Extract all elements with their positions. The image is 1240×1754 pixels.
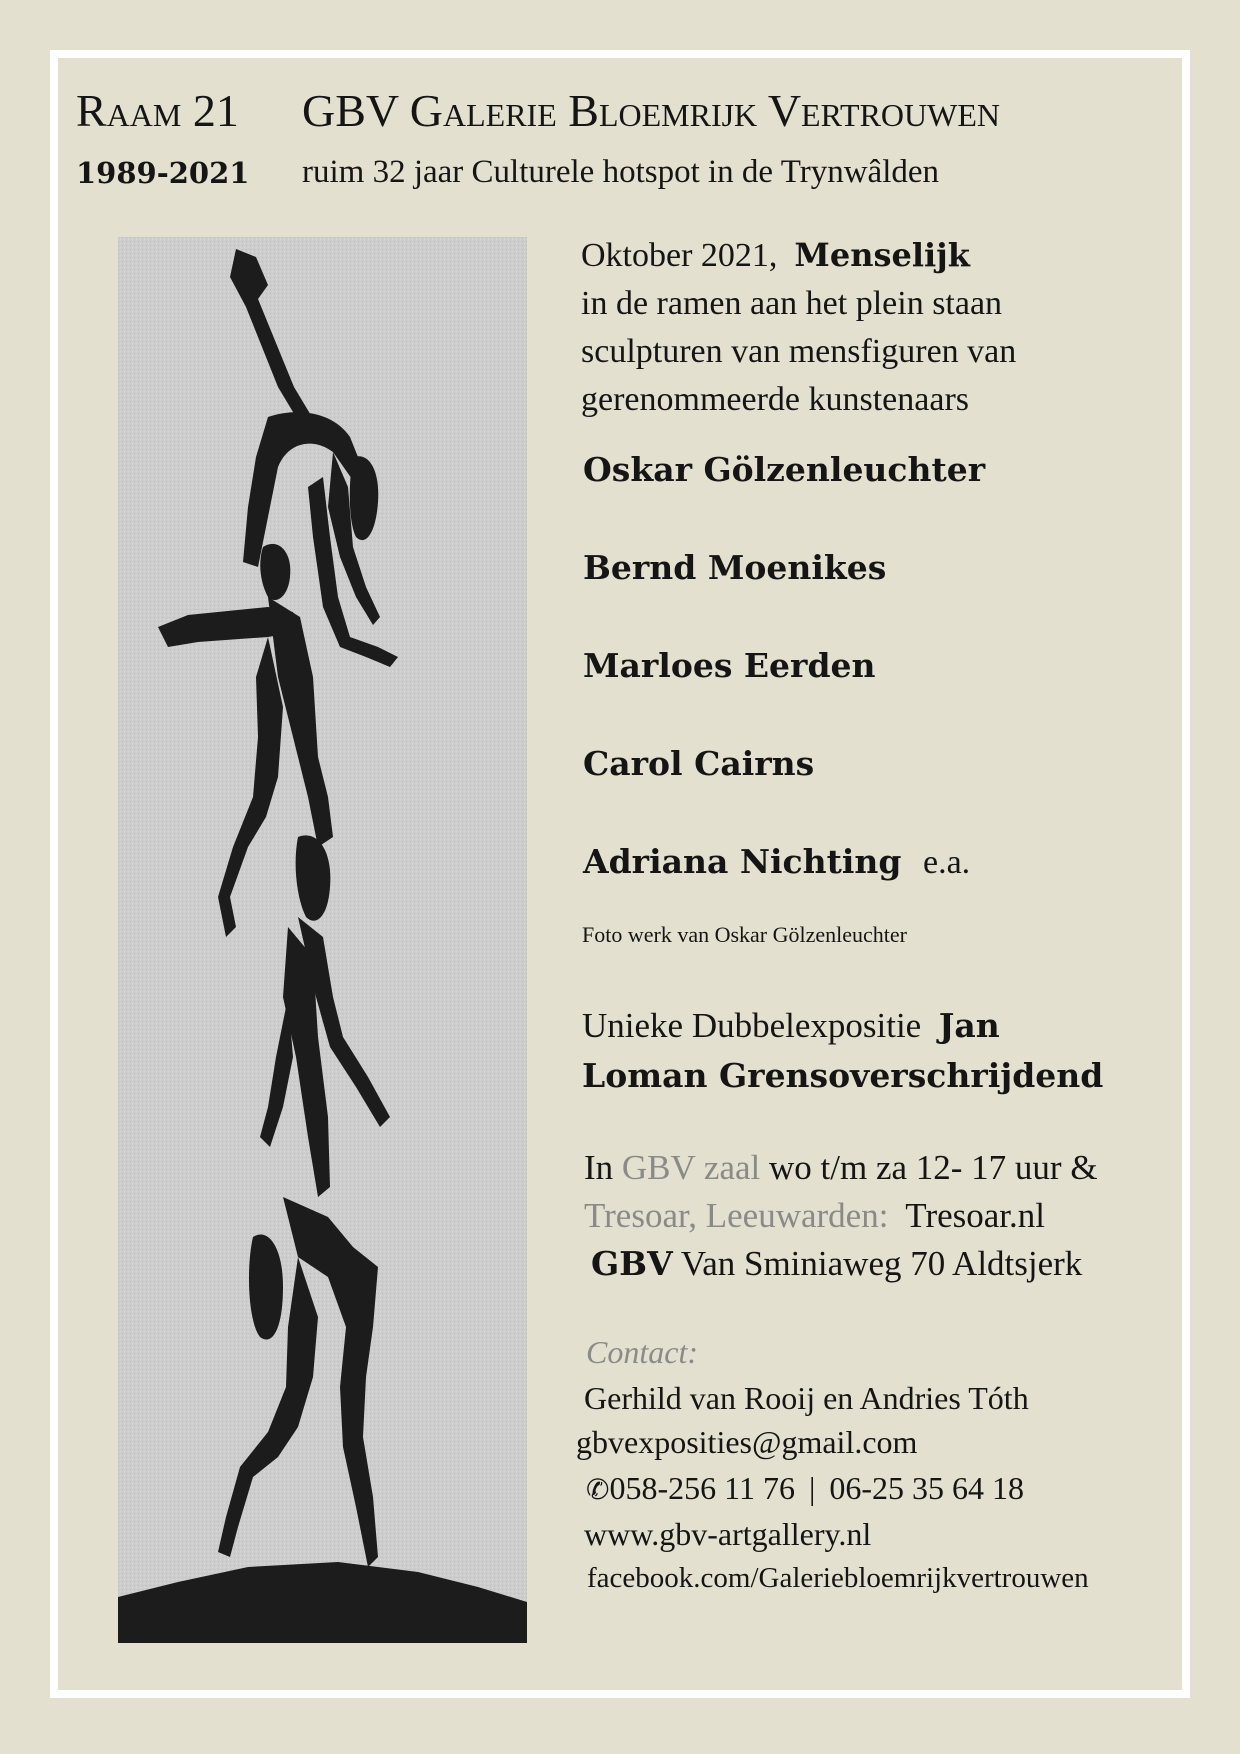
address-line	[591, 1244, 1082, 1284]
sculpture-silhouette-image	[118, 237, 527, 1643]
contact-label: Contact:	[586, 1334, 698, 1370]
phone-separator: |	[808, 1470, 816, 1506]
opening-hours: wo t/m za 12- 17 uur &	[769, 1148, 1098, 1187]
expo-line-1	[582, 1001, 1103, 1051]
tresoar-line	[584, 1196, 1045, 1236]
sculpture-photo	[118, 237, 527, 1643]
years-range: 1989-2021	[76, 156, 250, 190]
contact-phones	[586, 1470, 1024, 1507]
facebook-link[interactable]: facebook.com/Galeriebloemrijkvertrouwen	[587, 1562, 1089, 1594]
intro-line-2: in de ramen aan het plein staan	[581, 285, 1003, 322]
raam-number: Raam 21	[76, 85, 239, 136]
expo-name-part1: Jan	[938, 1006, 1000, 1045]
intro-line-4: gerenommeerde kunstenaars	[581, 381, 969, 418]
phone-icon: ✆	[586, 1475, 610, 1506]
gallery-address: Van Sminiaweg 70 Aldtsjerk	[680, 1244, 1083, 1283]
photo-caption: Foto werk van Oskar Gölzenleuchter	[582, 922, 908, 947]
intro-block	[581, 231, 1016, 424]
artist-name: Oskar Gölzenleuchter	[583, 450, 986, 489]
artist-name-last-row	[583, 842, 970, 882]
artist-name: Adriana Nichting	[583, 842, 902, 881]
tresoar-location: Tresoar, Leeuwarden:	[584, 1196, 889, 1235]
artists-suffix: e.a.	[922, 844, 971, 881]
intro-line-1	[581, 231, 1016, 280]
phone-1[interactable]: 058-256 11 76	[609, 1470, 795, 1506]
gbv-label: GBV	[591, 1244, 673, 1283]
phone-2[interactable]: 06-25 35 64 18	[829, 1470, 1024, 1506]
double-expo	[582, 1001, 1103, 1101]
artist-name: Bernd Moenikes	[583, 548, 887, 587]
exhibition-month: Oktober 2021,	[581, 237, 778, 274]
artist-name: Carol Cairns	[583, 744, 815, 783]
contact-names: Gerhild van Rooij en Andries Tóth	[584, 1380, 1029, 1416]
subtitle: ruim 32 jaar Culturele hotspot in de Trynwâlden	[302, 154, 940, 190]
opening-hours-line	[584, 1148, 1098, 1188]
expo-name-part2: Loman Grensoverschrijdend	[582, 1056, 1104, 1095]
info-in: In	[584, 1148, 614, 1187]
gbv-zaal: GBV zaal	[621, 1148, 761, 1187]
expo-lead: Unieke Dubbelexpositie	[582, 1006, 922, 1045]
website-link[interactable]: www.gbv-artgallery.nl	[584, 1516, 872, 1552]
contact-email[interactable]: gbvexposities@gmail.com	[576, 1424, 918, 1460]
exhibition-title: Menselijk	[794, 236, 970, 274]
artist-name: Marloes Eerden	[583, 646, 876, 685]
tresoar-website[interactable]: Tresoar.nl	[905, 1196, 1045, 1235]
intro-line-3: sculpturen van mensfiguren van	[581, 333, 1017, 370]
gallery-name: GBV Galerie Bloemrijk Vertrouwen	[302, 85, 1000, 136]
